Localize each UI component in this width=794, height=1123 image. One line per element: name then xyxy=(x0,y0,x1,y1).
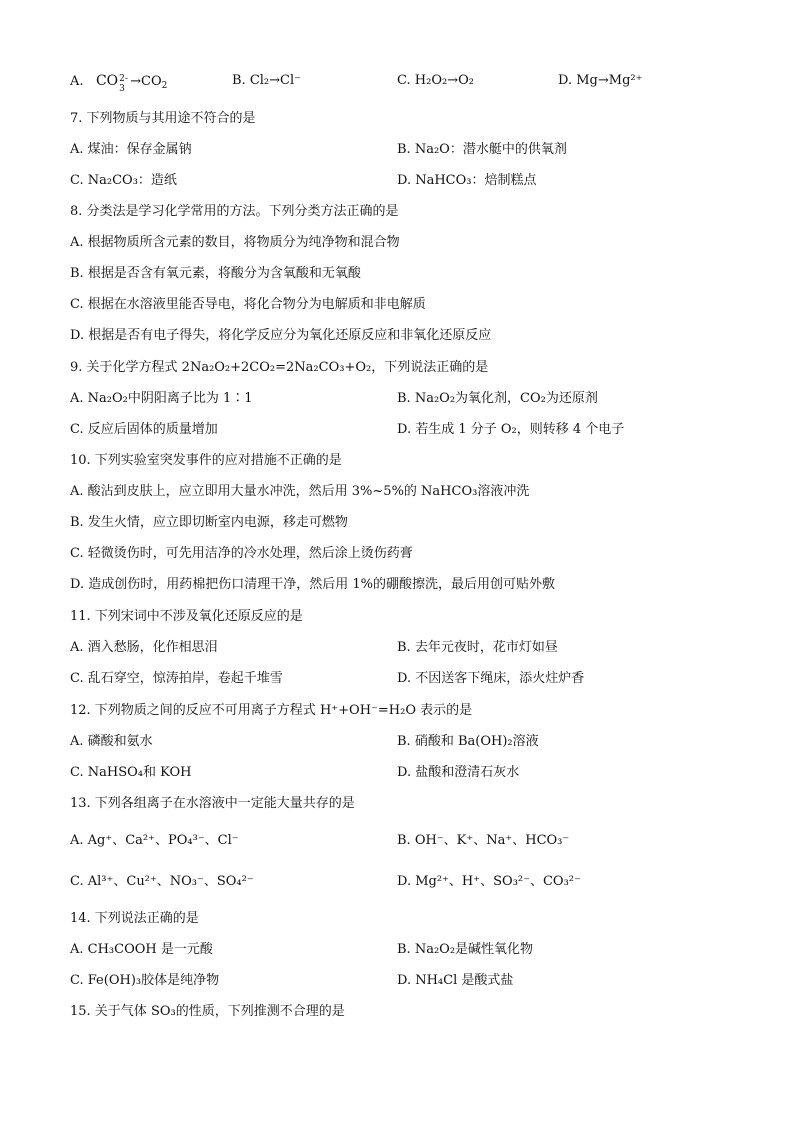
q11-option-a: A. 酒入愁肠，化作相思泪 xyxy=(70,640,218,655)
q9-stem: 9. 关于化学方程式 2Na₂O₂+2CO₂=2Na₂CO₃+O₂，下列说法正确的是 xyxy=(70,360,489,375)
q12-option-c: C. NaHSO₄和 KOH xyxy=(70,765,192,780)
q12-stem: 12. 下列物质之间的反应不可用离子方程式 H⁺+OH⁻=H₂O 表示的是 xyxy=(70,703,473,718)
q9-option-c: C. 反应后固体的质量增加 xyxy=(70,422,218,437)
q9-option-a: A. Na₂O₂中阴阳离子比为 1∶1 xyxy=(70,391,253,406)
q10-stem: 10. 下列实验室突发事件的应对措施不正确的是 xyxy=(70,453,342,468)
q14-stem: 14. 下列说法正确的是 xyxy=(70,911,199,926)
q10-option-c: C. 轻微烫伤时，可先用洁净的冷水处理，然后涂上烫伤药膏 xyxy=(70,546,413,561)
q7-stem: 7. 下列物质与其用途不符合的是 xyxy=(70,111,256,126)
q14-option-c: C. Fe(OH)₃胶体是纯净物 xyxy=(70,973,220,988)
q13-stem: 13. 下列各组离子在水溶液中一定能大量共存的是 xyxy=(70,796,355,811)
q9-option-d: D. 若生成 1 分子 O₂，则转移 4 个电子 xyxy=(397,422,625,437)
q8-stem: 8. 分类法是学习化学常用的方法。下列分类方法正确的是 xyxy=(70,204,399,219)
q14-option-a: A. CH₃COOH 是一元酸 xyxy=(70,942,213,957)
q13-option-a: A. Ag⁺、Ca²⁺、PO₄³⁻、Cl⁻ xyxy=(70,833,239,848)
q7-option-d: D. NaHCO₃：焙制糕点 xyxy=(397,173,537,188)
q15-stem: 15. 关于气体 SO₃的性质，下列推测不合理的是 xyxy=(70,1004,345,1019)
q11-option-d: D. 不因送客下绳床，添火炷炉香 xyxy=(397,671,585,686)
q8-option-c: C. 根据在水溶液里能否导电，将化合物分为电解质和非电解质 xyxy=(70,297,426,312)
q8-option-b: B. 根据是否含有氧元素，将酸分为含氧酸和无氧酸 xyxy=(70,266,361,281)
q7-option-a: A. 煤油：保存金属钠 xyxy=(70,142,192,157)
q10-option-a: A. 酸沾到皮肤上，应立即用大量水冲洗，然后用 3%~5%的 NaHCO₃溶液冲洗 xyxy=(70,484,530,499)
q13-option-c: C. Al³⁺、Cu²⁺、NO₃⁻、SO₄²⁻ xyxy=(70,874,254,889)
q14-option-d: D. NH₄Cl 是酸式盐 xyxy=(397,973,514,988)
q6-option-d: D. Mg→Mg²⁺ xyxy=(558,73,643,88)
q14-option-b: B. Na₂O₂是碱性氧化物 xyxy=(397,942,534,957)
q6-option-a: A. CO 2- 3 $\to CO_2$ xyxy=(70,73,168,94)
q10-option-b: B. 发生火情，应立即切断室内电源，移走可燃物 xyxy=(70,515,348,530)
q7-option-c: C. Na₂CO₃：造纸 xyxy=(70,173,177,188)
q13-option-b: B. OH⁻、K⁺、Na⁺、HCO₃⁻ xyxy=(397,833,570,848)
q11-option-c: C. 乱石穿空，惊涛拍岸，卷起千堆雪 xyxy=(70,671,283,686)
q13-option-d: D. Mg²⁺、H⁺、SO₃²⁻、CO₃²⁻ xyxy=(397,874,581,889)
q12-option-d: D. 盐酸和澄清石灰水 xyxy=(397,765,520,780)
q11-option-b: B. 去年元夜时，花市灯如昼 xyxy=(397,640,558,655)
q9-option-b: B. Na₂O₂为氧化剂，CO₂为还原剂 xyxy=(397,391,598,406)
q8-option-a: A. 根据物质所含元素的数目，将物质分为纯净物和混合物 xyxy=(70,235,400,250)
q11-stem: 11. 下列宋词中不涉及氧化还原反应的是 xyxy=(70,609,303,624)
q8-option-d: D. 根据是否有电子得失，将化学反应分为氧化还原反应和非氧化还原反应 xyxy=(70,328,492,343)
q12-option-a: A. 磷酸和氨水 xyxy=(70,734,153,749)
q7-option-b: B. Na₂O：潜水艇中的供氧剂 xyxy=(397,142,567,157)
q6-option-c: C. H₂O₂→O₂ xyxy=(397,73,474,88)
q6-option-b: B. Cl₂→Cl⁻ xyxy=(232,73,302,88)
q12-option-b: B. 硝酸和 Ba(OH)₂溶液 xyxy=(397,734,539,749)
q10-option-d: D. 造成创伤时，用药棉把伤口清理干净，然后用 1%的硼酸擦洗，最后用创可贴外敷 xyxy=(70,577,555,592)
